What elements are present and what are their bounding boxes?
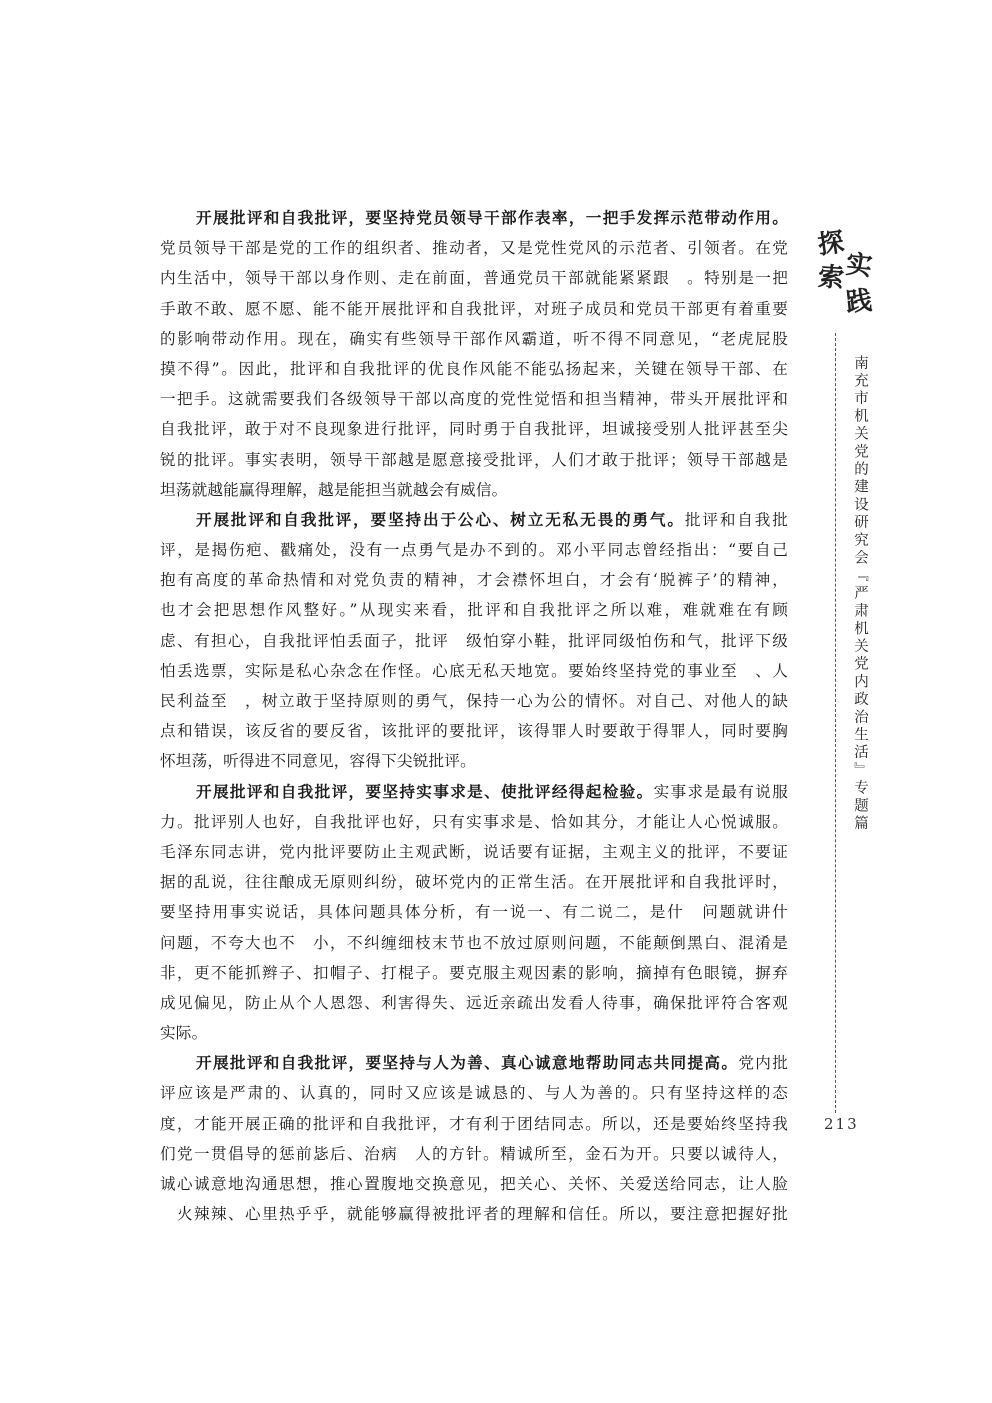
paragraph-line: 虑、有担心，自我批评怕丢面子，批评 级怕穿小鞋，批评同级怕伤和气，批评下级 <box>160 631 788 650</box>
page-number: 213 <box>824 1115 859 1133</box>
section-logo: 探 实 索 践 <box>816 227 874 319</box>
paragraph-line <box>160 203 788 233</box>
paragraph-line: 点和错误，该反省的要反省，该批评的要批评，该得罪人时要敢于得罪人，同时要胸 <box>160 722 788 741</box>
body-text <box>160 203 788 1229</box>
paragraph-line: 成见偏见，防止从个人恩怨、利害得失、远近亲疏出发看人待事，确保批评符合客观 <box>160 993 788 1012</box>
paragraph-line: 怀坦荡，听得进不同意见，容得下尖锐批评。 <box>160 752 476 771</box>
paragraph-line: 内生活中，领导干部以身作则、走在前面，普通党员干部就能紧紧跟 。特别是一把 <box>160 269 788 288</box>
paragraph-line: 要坚持用事实说话，具体问题具体分析，有一说一、有二说二，是什 问题就讲什 <box>160 903 788 922</box>
paragraph-heading: 开展批评和自我批评，要坚持实事求是、使批评经得起检验。 <box>196 781 654 801</box>
paragraph-line: 自我批评，敢于对不良现象进行批评，同时勇于自我批评，坦诚接受别人批评甚至尖 <box>160 420 788 439</box>
paragraph-line: 手敢不敢、愿不愿、能不能开展批评和自我批评，对班子成员和党员干部更有着重要 <box>160 299 788 318</box>
paragraph-line: 摸不得”。因此，批评和自我批评的优良作风能不能弘扬起来，关键在领导干部、在 <box>160 359 788 378</box>
paragraph-line: 锐的批评。事实表明，领导干部越是愿意接受批评，人们才敢于批评；领导干部越是 <box>160 450 788 469</box>
running-title: 南充市机关党的建设研究会『严肃机关党内政治生活』专题篇 <box>852 355 868 833</box>
paragraph-line: 力。批评别人也好，自我批评也好，只有实事求是、恰如其分，才能让人心悦诚服。 <box>160 812 788 831</box>
paragraph-line: 怕丢选票，实际是私心杂念在作怪。心底无私天地宽。要始终坚持党的事业至 、人 <box>160 661 788 680</box>
paragraph-line: 也才会把思想作风整好。”从现实来看，批评和自我批评之所以难，难就难在有顾 <box>160 601 788 620</box>
paragraph-line: 一把手。这就需要我们各级领导干部以高度的党性觉悟和担当精神，带头开展批评和 <box>160 390 788 409</box>
side-margin <box>810 225 880 1175</box>
paragraph-line: 的影响带动作用。现在，确实有些领导干部作风霸道，听不得不同意见，“老虎屁股 <box>160 329 788 348</box>
paragraph-line: 抱有高度的革命热情和对党负责的精神，才会襟怀坦白，才会有‘脱裤子’的精神， <box>160 571 788 590</box>
paragraph-line: 毛泽东同志讲，党内批评要防止主观武断，说话要有证据，主观主义的批评，不要证 <box>160 842 788 861</box>
paragraph-line: 评应该是严肃的、认真的，同时又应该是诚恳的、与人为善的。只有坚持这样的态 <box>160 1084 788 1103</box>
paragraph-heading: 开展批评和自我批评，要坚持与人为善、真心诚意地帮助同志共同提高。 <box>196 1053 739 1073</box>
paragraph-line: 度，才能开展正确的批评和自我批评，才有利于团结同志。所以，还是要始终坚持我 <box>160 1114 788 1133</box>
paragraph-line: 诚心诚意地沟通思想，推心置腹地交换意见，把关心、关怀、关爱送给同志，让人脸 <box>160 1175 788 1193</box>
paragraph-line: 们党一贯倡导的惩前毖后、治病 人的方针。精诚所至，金石为开。只要以诚待人， <box>160 1144 788 1163</box>
paragraph-line: 开展批评和自我批评，要坚持实事求是、使批评经得起检验。实事求是最有说服 <box>196 781 788 801</box>
paragraph-line: 党员领导干部是党的工作的组织者、推动者，又是党性党风的示范者、引领者。在党 <box>160 239 788 258</box>
paragraph-line: 据的乱说，往往酿成无原则纠纷，破坏党内的正常生活。在开展批评和自我批评时， <box>160 873 788 892</box>
paragraph-line: 评，是揭伤疤、戳痛处，没有一点勇气是办不到的。邓小平同志曾经指出：“要自己 <box>160 541 788 560</box>
paragraph-line: 实际。 <box>160 1024 208 1043</box>
paragraph-line: 非，更不能抓辫子、扣帽子、打棍子。要克服主观因素的影响，摘掉有色眼镜，摒弃 <box>160 963 788 982</box>
paragraph-line: 民利益至 ，树立敢于坚持原则的勇气，保持一心为公的情怀。对自己、对他人的缺 <box>160 692 788 710</box>
paragraph-line: 火辣辣、心里热乎乎，就能够赢得被批评者的理解和信任。所以，要注意把握好批 <box>160 1205 788 1224</box>
paragraph-line: 开展批评和自我批评，要坚持与人为善、真心诚意地帮助同志共同提高。党内批 <box>196 1053 788 1073</box>
paragraph-line: 开展批评和自我批评，要坚持出于公心、树立无私无畏的勇气。批评和自我批 <box>196 509 788 529</box>
dashed-divider <box>835 333 836 1113</box>
paragraph-heading: 开展批评和自我批评，要坚持党员领导干部作表率，一把手发挥示范带动作用。 <box>196 208 788 227</box>
paragraph-line: 问题，不夸大也不 小，不纠缠细枝末节也不放过原则问题，不能颠倒黑白、混淆是 <box>160 933 788 952</box>
paragraph-heading: 开展批评和自我批评，要坚持出于公心、树立无私无畏的勇气。 <box>196 509 685 529</box>
paragraph-line: 坦荡就越能赢得理解，越是能担当就越会有威信。 <box>160 480 508 499</box>
